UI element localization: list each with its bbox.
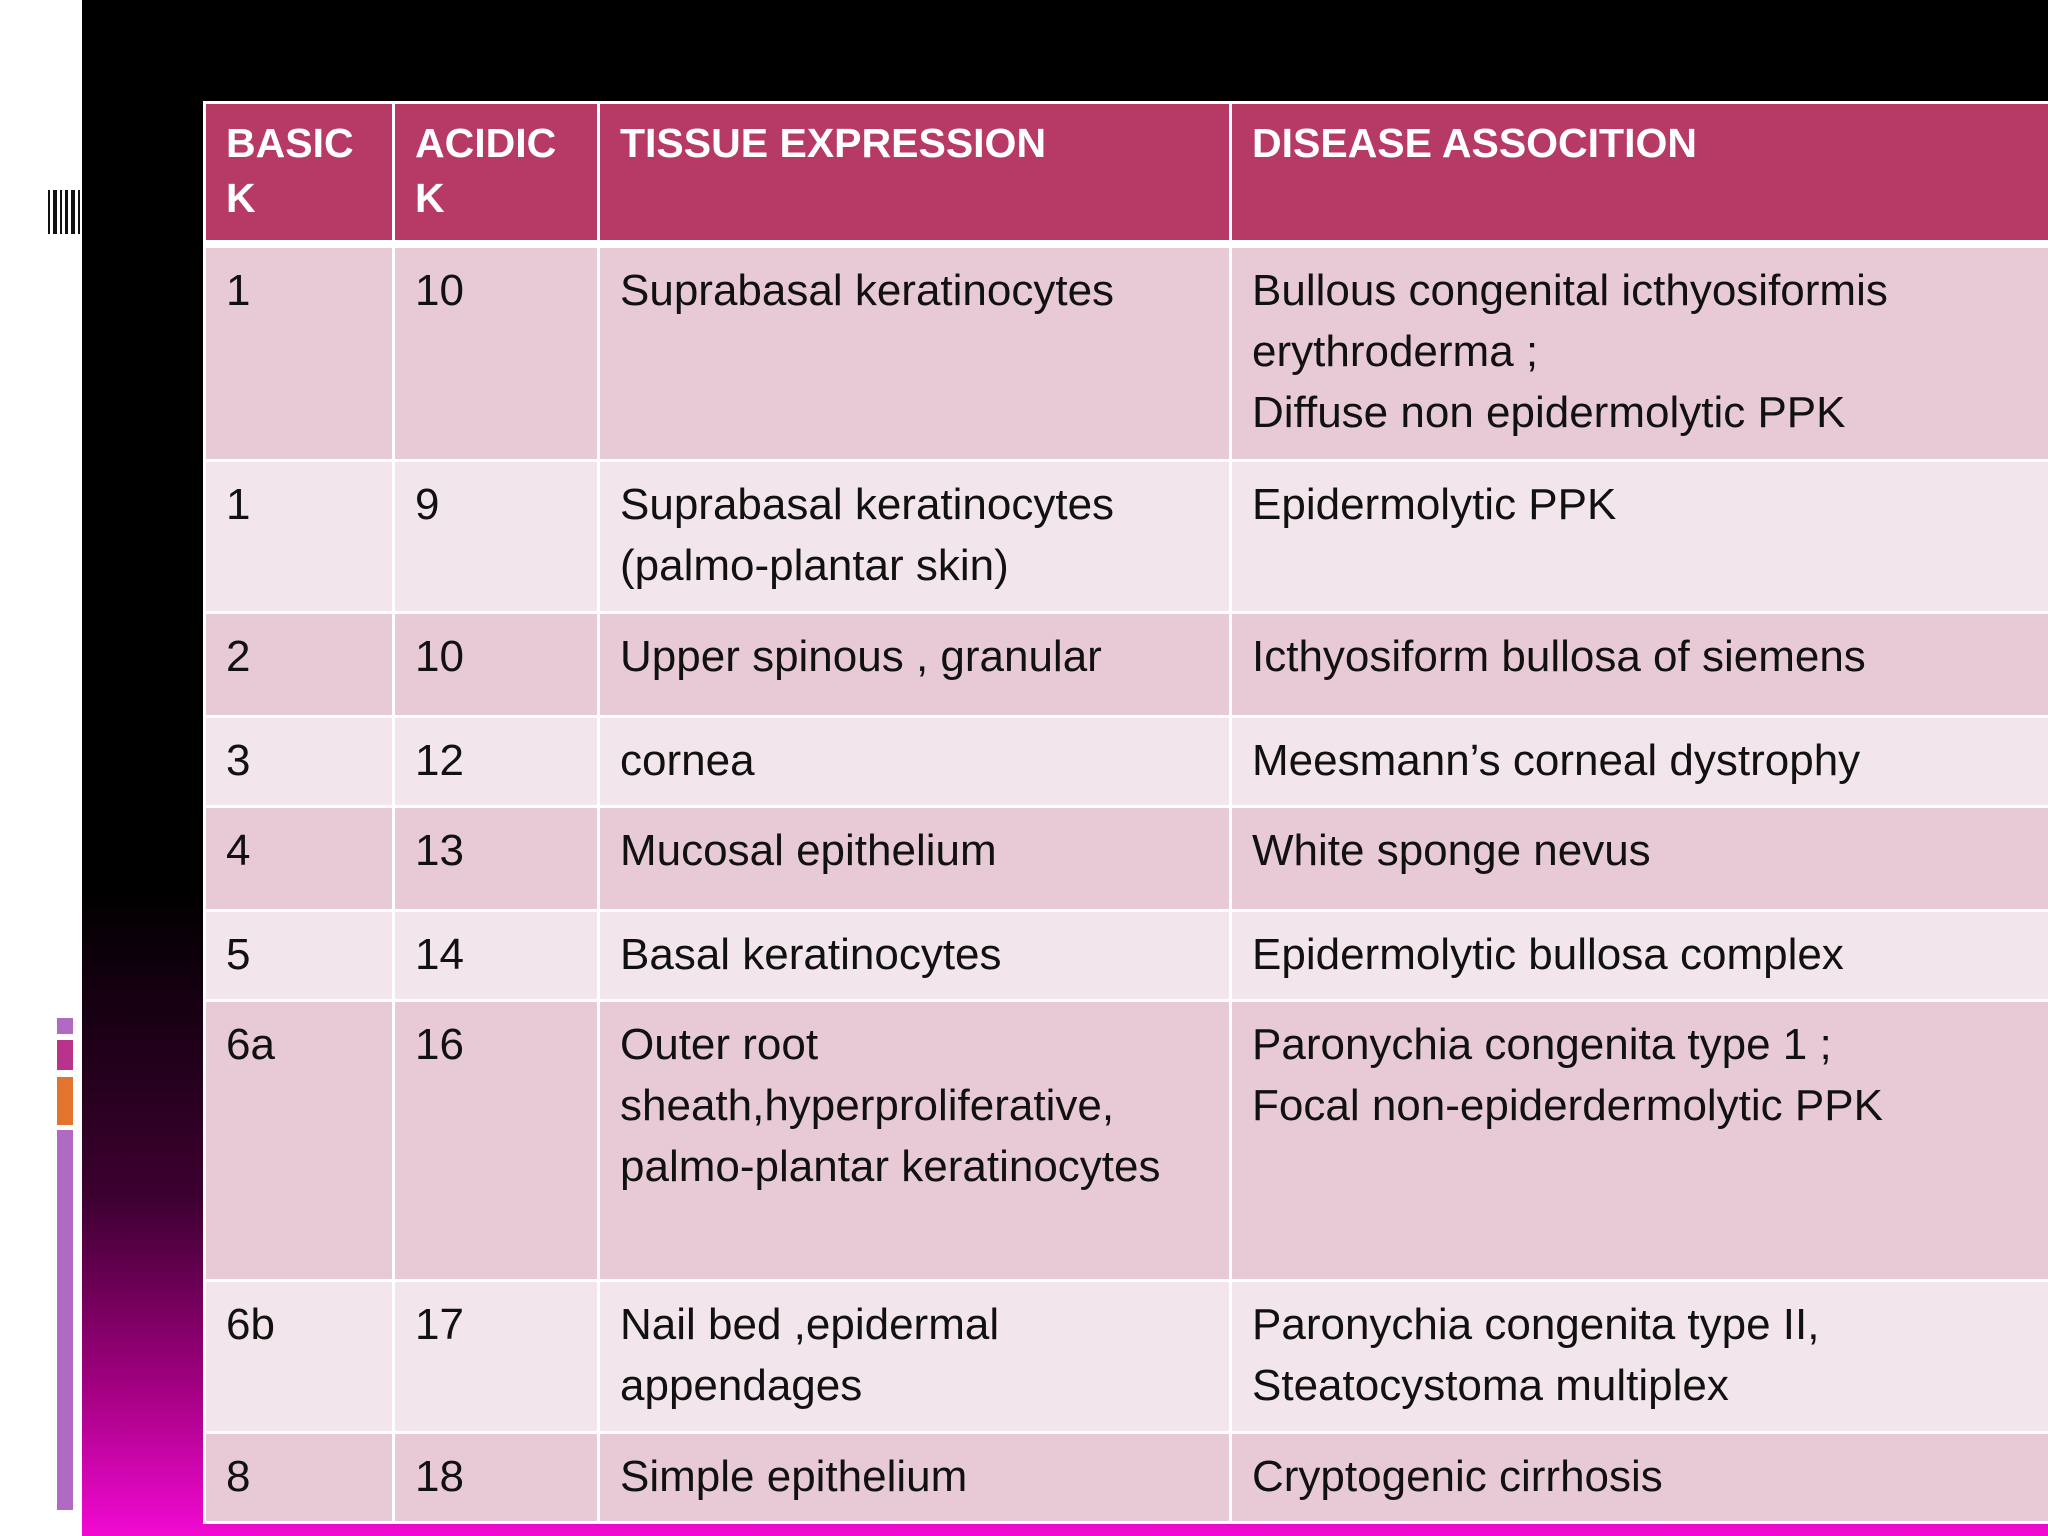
cell-basic: 1: [205, 244, 394, 460]
cell-tissue: Mucosal epithelium: [599, 806, 1231, 910]
cell-tissue: cornea: [599, 716, 1231, 806]
cell-tissue: Outer root sheath,hyperproliferative, palmo-plantar keratinocytes: [599, 1000, 1231, 1280]
cell-disease: Cryptogenic cirrhosis: [1231, 1432, 2048, 1522]
cell-basic: 5: [205, 910, 394, 1000]
cell-disease: Meesmann’s corneal dystrophy: [1231, 716, 2048, 806]
decorative-lines: [48, 190, 80, 234]
cell-disease: Epidermolytic PPK: [1231, 460, 2048, 612]
table-row: [205, 1000, 2048, 1280]
cell-acidic: 13: [394, 806, 599, 910]
cell-basic: 6a: [205, 1000, 394, 1280]
cell-basic: 4: [205, 806, 394, 910]
table-row: [205, 244, 2048, 460]
cell-acidic: 12: [394, 716, 599, 806]
cell-acidic: 10: [394, 612, 599, 716]
table-row: [205, 612, 2048, 716]
cell-basic: 2: [205, 612, 394, 716]
header-basic-k: BASIC K: [205, 103, 394, 245]
header-disease-association: DISEASE ASSOCITION: [1231, 103, 2048, 245]
cell-disease: Paronychia congenita type 1 ; Focal non-epiderdermolytic PPK: [1231, 1000, 2048, 1280]
cell-tissue: Nail bed ,epidermal appendages: [599, 1280, 1231, 1432]
cell-acidic: 17: [394, 1280, 599, 1432]
cell-acidic: 9: [394, 460, 599, 612]
keratin-table: [203, 101, 2048, 1524]
cell-disease: Epidermolytic bullosa complex: [1231, 910, 2048, 1000]
cell-acidic: 10: [394, 244, 599, 460]
cell-acidic: 16: [394, 1000, 599, 1280]
table-row: [205, 460, 2048, 612]
table-header-row: [205, 103, 2048, 245]
cell-basic: 6b: [205, 1280, 394, 1432]
cell-disease: Paronychia congenita type II, Steatocystoma multiplex: [1231, 1280, 2048, 1432]
cell-tissue: Simple epithelium: [599, 1432, 1231, 1522]
table-row: [205, 910, 2048, 1000]
cell-basic: 3: [205, 716, 394, 806]
decorative-bar: [57, 1018, 73, 1034]
table-row: [205, 1432, 2048, 1522]
cell-disease: Icthyosiform bullosa of siemens: [1231, 612, 2048, 716]
table-row: [205, 806, 2048, 910]
cell-basic: 8: [205, 1432, 394, 1522]
decorative-bar: [57, 1077, 73, 1125]
cell-tissue: Upper spinous , granular: [599, 612, 1231, 716]
cell-acidic: 18: [394, 1432, 599, 1522]
cell-tissue: Suprabasal keratinocytes (palmo-plantar skin): [599, 460, 1231, 612]
table-row: [205, 1280, 2048, 1432]
table-row: [205, 716, 2048, 806]
cell-tissue: Suprabasal keratinocytes: [599, 244, 1231, 460]
cell-disease: Bullous congenital icthyosiformis erythroderma ; Diffuse non epidermolytic PPK: [1231, 244, 2048, 460]
header-acidic-k: ACIDIC K: [394, 103, 599, 245]
cell-acidic: 14: [394, 910, 599, 1000]
cell-disease: White sponge nevus: [1231, 806, 2048, 910]
decorative-bar: [57, 1130, 73, 1510]
header-tissue-expression: TISSUE EXPRESSION: [599, 103, 1231, 245]
cell-basic: 1: [205, 460, 394, 612]
decorative-bar: [57, 1040, 73, 1070]
cell-tissue: Basal keratinocytes: [599, 910, 1231, 1000]
